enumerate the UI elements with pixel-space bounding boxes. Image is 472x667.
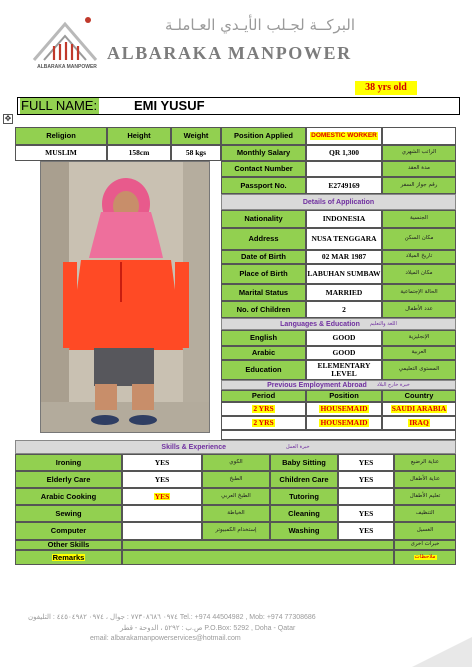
- remarks-label: Remarks: [15, 550, 122, 565]
- details-section-title: Details of Application: [221, 194, 456, 210]
- employment-row-country: IRAQ: [382, 416, 456, 430]
- footer-email: email: albarakamanpowerservices@hotmail.com: [90, 635, 241, 642]
- company-name-arabic: البركــة لجـلب الأيـدي العـاملـة: [164, 16, 356, 34]
- other-skills-label: Other Skills: [15, 540, 122, 550]
- skill-arabic-cooking-arabic: الطبخ العربي: [202, 488, 270, 505]
- skill-children-care-arabic: عناية الأطفال: [394, 471, 456, 488]
- full-name-value: EMI YUSUF: [134, 98, 205, 113]
- skill-tutoring-label: Tutoring: [270, 488, 338, 505]
- full-name-row: [17, 97, 460, 115]
- skill-washing-value: YES: [338, 522, 394, 540]
- logo-subtitle: ALBARAKA MANPOWER: [37, 64, 97, 70]
- skill-children-care-value: YES: [338, 471, 394, 488]
- languages-section-title: Languages & Education اللغة والتعليم: [221, 318, 456, 330]
- skill-tutoring-value: [338, 488, 394, 505]
- skill-elderly-care-arabic: الطبخ: [202, 471, 270, 488]
- full-name-label: FULL NAME:: [21, 98, 98, 113]
- arabic-label: Arabic: [221, 346, 306, 360]
- skill-cleaning-value: YES: [338, 505, 394, 522]
- education-value: ELEMENTARY LEVEL: [306, 360, 382, 380]
- contact-number-value: [306, 161, 382, 177]
- page-fold-decoration: [412, 637, 472, 667]
- number-of-children-label: No. of Children: [221, 301, 306, 318]
- passport-number-arabic: رقم جواز السفر: [382, 177, 456, 194]
- employment-header-country: Country: [382, 390, 456, 402]
- contact-number-arabic: مدة العقد: [382, 161, 456, 177]
- other-skills-value: [122, 540, 394, 550]
- number-of-children-value: 2: [306, 301, 382, 318]
- skill-washing-label: Washing: [270, 522, 338, 540]
- skill-sewing-label: Sewing: [15, 505, 122, 522]
- table-move-handle-icon[interactable]: ✥: [4, 114, 12, 123]
- employment-row-position: HOUSEMAID: [306, 402, 382, 416]
- monthly-salary-arabic: الراتب الشهري: [382, 145, 456, 161]
- skill-ironing-label: Ironing: [15, 454, 122, 471]
- skill-baby-sitting-value: YES: [338, 454, 394, 471]
- english-arabic: الإنجليزية: [382, 330, 456, 346]
- skill-sewing-value: [122, 505, 202, 522]
- employment-section-title: Previous Employment Abroad خبرة خارج البلاد: [221, 380, 456, 390]
- position-applied-blank: [382, 127, 456, 145]
- monthly-salary-value: QR 1,300: [306, 145, 382, 161]
- company-logo-icon: [26, 10, 104, 68]
- skill-computer-label: Computer: [15, 522, 122, 540]
- english-value: GOOD: [306, 330, 382, 346]
- date-of-birth-value: 02 MAR 1987: [306, 250, 382, 264]
- number-of-children-arabic: عدد الأطفال: [382, 301, 456, 318]
- address-label: Address: [221, 228, 306, 250]
- place-of-birth-arabic: مكان الميلاد: [382, 264, 456, 284]
- position-applied-value: DOMESTIC WORKER: [306, 127, 382, 145]
- applicant-photo: [40, 161, 210, 433]
- footer-phone: ٠٩٧٤ ٧٧٣٠٨٦٨٦ : جوال ، ٠٩٧٤ ٤٤٥٠٤٩٨٢ : التليفون Tel.: +974 44504982 , Mob: +974 77308686: [28, 614, 316, 621]
- letterhead-footer: [0, 600, 472, 667]
- weight-value: 58 kgs: [171, 145, 221, 161]
- date-of-birth-arabic: تاريخ الميلاد: [382, 250, 456, 264]
- skill-elderly-care-label: Elderly Care: [15, 471, 122, 488]
- employment-header-position: Position: [306, 390, 382, 402]
- marital-status-arabic: الحالة الإجتماعية: [382, 284, 456, 301]
- marital-status-value: MARRIED: [306, 284, 382, 301]
- skill-baby-sitting-label: Baby Sitting: [270, 454, 338, 471]
- skill-ironing-value: YES: [122, 454, 202, 471]
- height-value: 158cm: [107, 145, 171, 161]
- skill-arabic-cooking-label: Arabic Cooking: [15, 488, 122, 505]
- place-of-birth-value: LABUHAN SUMBAW: [306, 264, 382, 284]
- letterhead: [0, 0, 472, 78]
- nationality-label: Nationality: [221, 210, 306, 228]
- height-label: Height: [107, 127, 171, 145]
- company-name-english: ALBARAKA MANPOWER: [107, 43, 352, 63]
- employment-blank-row: [221, 430, 456, 440]
- employment-row-period: 2 YRS: [221, 416, 306, 430]
- remarks-value: [122, 550, 394, 565]
- age-badge: 38 yrs old: [355, 81, 417, 95]
- remarks-arabic: ملاحظات: [394, 550, 456, 565]
- passport-number-value: E2749169: [306, 177, 382, 194]
- skill-elderly-care-value: YES: [122, 471, 202, 488]
- place-of-birth-label: Place of Birth: [221, 264, 306, 284]
- marital-status-label: Marital Status: [221, 284, 306, 301]
- skill-cleaning-label: Cleaning: [270, 505, 338, 522]
- skill-children-care-label: Children Care: [270, 471, 338, 488]
- skill-baby-sitting-arabic: عناية الرضيع: [394, 454, 456, 471]
- arabic-arabic: العربية: [382, 346, 456, 360]
- skill-washing-arabic: الغسيل: [394, 522, 456, 540]
- other-skills-arabic: خبرات أخرى: [394, 540, 456, 550]
- education-label: Education: [221, 360, 306, 380]
- arabic-value: GOOD: [306, 346, 382, 360]
- english-label: English: [221, 330, 306, 346]
- skill-cleaning-arabic: التنظيف: [394, 505, 456, 522]
- skill-arabic-cooking-value: YES: [122, 488, 202, 505]
- skill-sewing-arabic: الخياطة: [202, 505, 270, 522]
- skill-ironing-arabic: الكوي: [202, 454, 270, 471]
- monthly-salary-label: Monthly Salary: [221, 145, 306, 161]
- contact-number-label: Contact Number: [221, 161, 306, 177]
- skill-tutoring-arabic: تعليم الأطفال: [394, 488, 456, 505]
- nationality-arabic: الجنسية: [382, 210, 456, 228]
- employment-row-country: SAUDI ARABIA: [382, 402, 456, 416]
- weight-label: Weight: [171, 127, 221, 145]
- date-of-birth-label: Date of Birth: [221, 250, 306, 264]
- passport-number-label: Passport No.: [221, 177, 306, 194]
- address-arabic: مكان السكن: [382, 228, 456, 250]
- religion-value: MUSLIM: [15, 145, 107, 161]
- employment-row-period: 2 YRS: [221, 402, 306, 416]
- skills-section-title: Skills & Experience خبرة العمل: [15, 440, 456, 454]
- applicant-photo-image: [41, 162, 210, 433]
- skill-computer-value: [122, 522, 202, 540]
- nationality-value: INDONESIA: [306, 210, 382, 228]
- position-applied-label: Position Applied: [221, 127, 306, 145]
- employment-header-period: Period: [221, 390, 306, 402]
- religion-label: Religion: [15, 127, 107, 145]
- employment-row-position: HOUSEMAID: [306, 416, 382, 430]
- education-arabic: المستوى التعليمي: [382, 360, 456, 380]
- footer-address: ص.ب : ٥٢٩٢ ، الدوحة - قطر P.O.Box: 5292 , Doha - Qatar: [120, 625, 296, 632]
- skill-computer-arabic: إستخدام الكمبيوتر: [202, 522, 270, 540]
- address-value: NUSA TENGGARA: [306, 228, 382, 250]
